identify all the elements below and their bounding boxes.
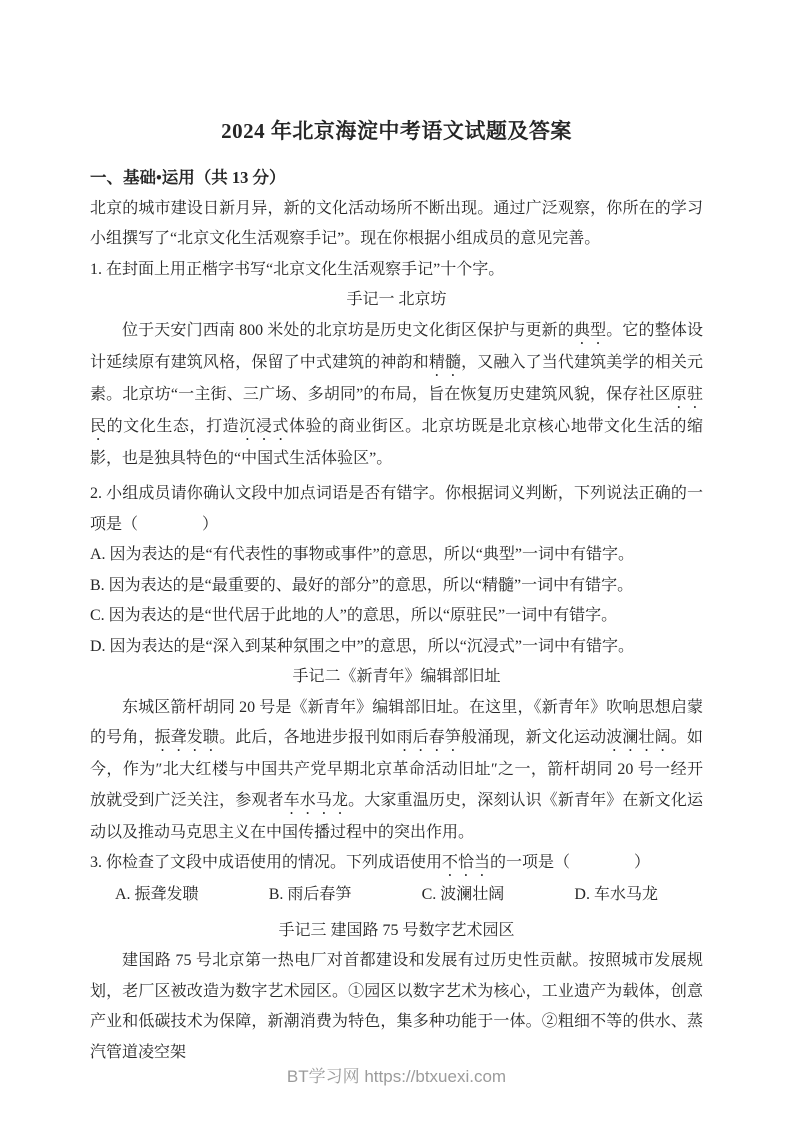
emphasized-term: 振聋发聩 <box>154 729 220 746</box>
emphasized-term: 波澜壮阔 <box>606 729 671 746</box>
text-segment: 东城区箭杆胡同 20 号是《新青年》编辑部旧址。在这里，《新青年》吹响思想启蒙的号角， <box>90 698 703 746</box>
question-2-choice-b: B. 因为表达的是“最重要的、最好的部分”的意思，所以“精髓”一词中有错字。 <box>90 576 634 594</box>
emphasized-term: 典型 <box>573 321 607 339</box>
emphasized-term: 沉浸式 <box>239 417 289 435</box>
question-3-choice-b: B. 雨后春笋 <box>268 886 352 903</box>
document-content <box>90 114 703 1068</box>
question-2-choice-d: D. 因为表达的是“深入到某种氛围之中”的意思，所以“沉浸式”一词中有错字。 <box>90 637 634 655</box>
text-segment: 的一项是（ ） <box>490 854 651 871</box>
question-3-choice-c: C. 波澜壮阔 <box>421 886 505 903</box>
question-3-choice-d: D. 车水马龙 <box>574 886 658 903</box>
text-segment: 。它的整体设计延续原有建筑风格，保留了中式建筑的神韵和 <box>90 321 703 371</box>
question-2-stem: 2. 小组成员请你确认文段中加点词语是否有错字。你根据词义判断，下列说法正确的一项是（ ） <box>90 485 703 533</box>
text-segment: 体验的商业街区。北京坊既是北京核心地带文化生活的缩影，也是独具特色的“中国式生活体验区”。 <box>90 417 703 467</box>
text-segment: 位于天安门西南 800 米处的北京坊是历史文化街区保护与更新的 <box>122 321 574 339</box>
watermark-footer: BT学习网 https://btxuexi.com <box>286 1067 507 1086</box>
note1-passage <box>90 316 703 475</box>
question-2-choice-a: A. 因为表达的是“有代表性的事物或事件”的意思，所以“典型”一词中有错字。 <box>90 546 634 563</box>
page-title: 2024 年北京海淀中考语文试题及答案 <box>221 119 572 143</box>
text-segment: 。此后，各地进步报刊如 <box>219 729 397 746</box>
intro-paragraph: 北京的城市建设日新月异，新的文化活动场所不断出现。通过广泛观察，你所在的学习小组撰写了“北京文化生活观察手记”。现在你根据小组成员的意见完善。 <box>90 199 703 247</box>
question-3-stem <box>90 848 703 880</box>
text-segment: 。如今，作为″北大红楼与中国共产党早期北京革命活动旧址″之一，箭杆胡同 20 号一经开放就受到广泛关注，参观者 <box>90 729 703 809</box>
text-segment: 般涌现，新文化运动 <box>461 729 607 746</box>
text-segment: 的文化生态，打造 <box>106 417 240 435</box>
emphasized-term: 不恰当 <box>442 854 491 871</box>
note2-title: 手记二《新青年》编辑部旧址 <box>292 668 501 685</box>
question-2-block <box>90 479 703 662</box>
question-2-choice-c: C. 因为表达的是“世代居于此地的人”的意思，所以“原驻民”一词中有错字。 <box>90 607 618 624</box>
text-segment: ，又融入了当代建筑美学的相关元素。北京坊“一主街、三广场、多胡同”的布局，旨在恢复历史建筑风貌，保存社区 <box>90 353 703 403</box>
section-heading: 一、基础•运用（共 13 分） <box>90 168 286 187</box>
question-3-choice-a: A. 振聋发聩 <box>115 886 199 903</box>
emphasized-term: 精髓 <box>428 353 462 371</box>
note1-title: 手记一 北京坊 <box>346 291 447 308</box>
emphasized-term: 雨后春笋 <box>396 729 462 746</box>
text-segment: 3. 你检查了文段中成语使用的情况。下列成语使用 <box>90 854 443 871</box>
question-1: 1. 在封面上用正楷字书写“北京文化生活观察手记”十个字。 <box>90 260 505 278</box>
text-segment: 。大家重温历史，深刻认识《新青年》在新文化运动以及推动马克思主义在中国传播过程中的突出作用。 <box>90 791 703 841</box>
emphasized-term: 车水马龙 <box>283 791 349 809</box>
note3-title: 手记三 建国路 75 号数字艺术园区 <box>278 921 515 939</box>
question-3-choices <box>90 880 703 911</box>
emphasized-term: 原驻民 <box>90 385 703 435</box>
note3-passage: 建国路 75 号北京第一热电厂对首都建设和发展有过历史性贡献。按照城市发展规划，老厂区被改造为数字艺术园区。①园区以数字艺术为核心，工业遗产为载体，创意产业和低碳技术为保障，新潮消费为特色，集多种功能于一体。②粗细不等的供水、蒸汽管道凌空架 <box>90 952 703 1061</box>
note2-passage <box>90 693 703 849</box>
